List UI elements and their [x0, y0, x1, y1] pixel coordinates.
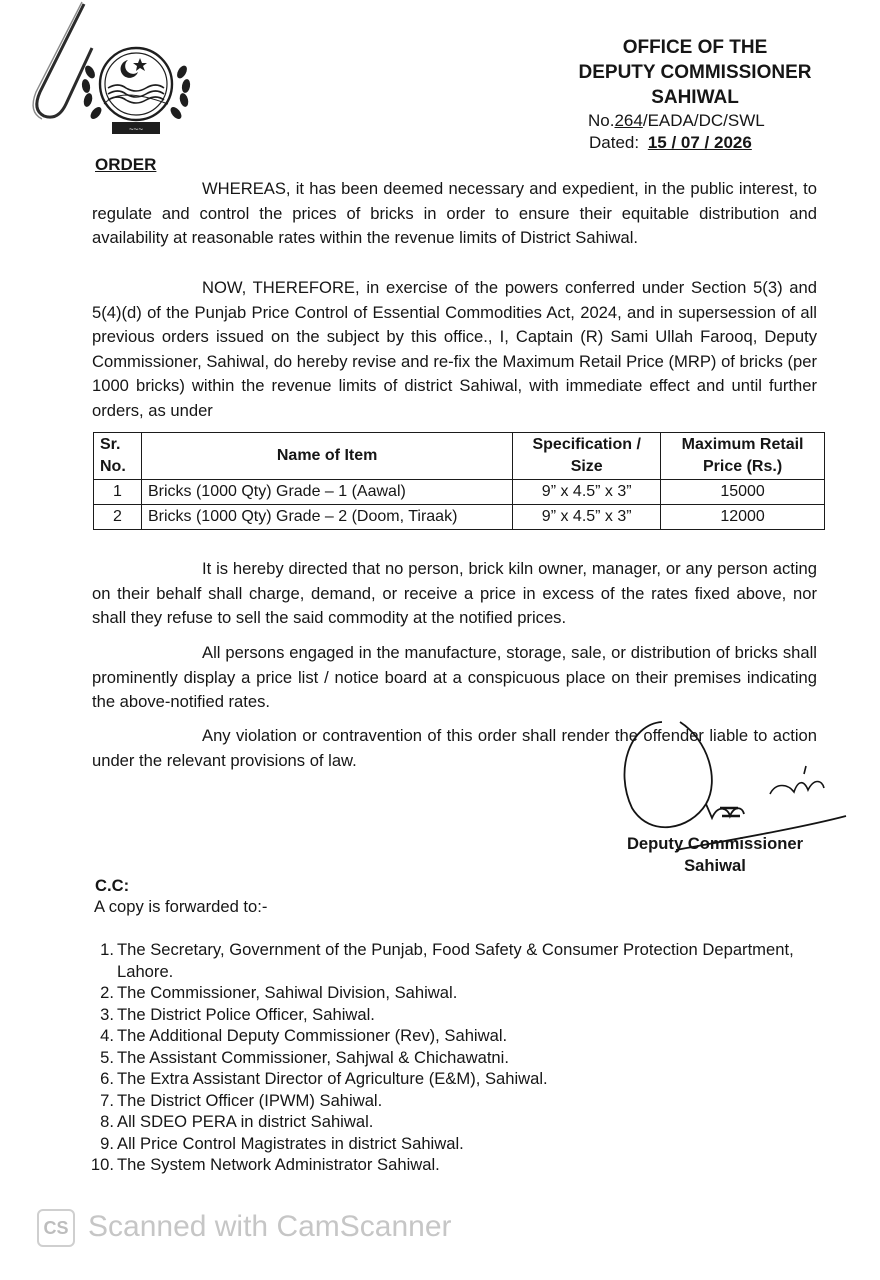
display-paragraph: All persons engaged in the manufacture, storage, sale, or distribution of bricks shall prominently display a price list / notice board at a conspicuous place on their premises indicating the above-notified rates.: [92, 643, 817, 711]
row-price: 15000: [661, 480, 825, 505]
header-sr-no: Sr. No.: [94, 433, 142, 480]
signature-block: [590, 833, 840, 877]
price-table: [93, 432, 825, 530]
office-title: [560, 35, 830, 110]
row-sr: 1: [94, 480, 142, 505]
list-item: 5. The Assistant Commissioner, Sahjwal & Chichawatni.: [100, 1047, 509, 1067]
office-title-line2: DEPUTY COMMISSIONER: [578, 62, 812, 83]
cc-list: [90, 939, 829, 1176]
reference-number: No.264/EADA/DC/SWL: [588, 111, 765, 130]
dated-label: Dated:: [589, 133, 640, 152]
whereas-paragraph: WHEREAS, it has been deemed necessary and expedient, in the public interest, to regulate and control the prices of bricks in order to ensure their equitable distribution and availability at reasonable rates within the revenue limits of District Sahiwal.: [92, 179, 817, 247]
camscanner-logo-icon: CS: [37, 1209, 75, 1247]
dated-line: [589, 132, 752, 153]
signatory-place: Sahiwal: [684, 856, 746, 875]
office-title-line3: SAHIWAL: [651, 87, 739, 108]
cc-forwarded-text: A copy is forwarded to:-: [94, 897, 268, 916]
header-name-of-item: Name of Item: [141, 433, 512, 480]
camscanner-watermark-text: Scanned with CamScanner: [88, 1210, 452, 1243]
order-title: ORDER: [95, 155, 157, 174]
list-item: 2. The Commissioner, Sahiwal Division, Sahiwal.: [100, 983, 458, 1002]
list-item: 3. The District Police Officer, Sahiwal.: [100, 1004, 375, 1024]
row-price: 12000: [661, 505, 825, 530]
now-therefore-paragraph: NOW, THEREFORE, in exercise of the powers conferred under Section 5(3) and 5(4)(d) of the Punjab Price Control of Essential Commodities Act, 2024, and in supersession of all previous orders issued on the subject by this office., I, Captain (R) Sami Ullah Farooq, Deputy Commissioner, Sahiwal, do hereby revise and re-fix the Maximum Retail Price (MRP) of bricks (per 1000 bricks) within the revenue limits of district Sahiwal, with immediate effect and until further orders, as under: [92, 278, 817, 420]
list-item: 10. The System Network Administrator Sahiwal.: [90, 1155, 440, 1174]
signatory-designation: Deputy Commissioner: [626, 834, 804, 853]
row-spec: 9” x 4.5” x 3”: [513, 480, 661, 505]
svg-text:~~~: ~~~: [128, 125, 144, 134]
office-title-line1: OFFICE OF THE: [622, 37, 768, 58]
header-max-retail-price: Maximum Retail Price (Rs.): [661, 433, 825, 480]
table-row: [94, 505, 825, 530]
row-item-name: Bricks (1000 Qty) Grade – 1 (Aawal): [141, 480, 512, 505]
header-specification: Specification / Size: [513, 433, 661, 480]
row-spec: 9” x 4.5” x 3”: [513, 505, 661, 530]
list-item: 6. The Extra Assistant Director of Agriculture (E&M), Sahiwal.: [100, 1069, 548, 1088]
reference-number-value: 264: [614, 111, 643, 130]
list-item: 7. The District Officer (IPWM) Sahiwal.: [100, 1090, 383, 1110]
punjab-emblem-icon: [78, 42, 194, 142]
row-sr: 2: [94, 505, 142, 530]
violation-paragraph: Any violation or contravention of this order shall render the offender liable to action under the relevant provisions of law.: [92, 726, 817, 770]
cc-label: C.C:: [95, 876, 130, 895]
table-header-row: [94, 433, 825, 480]
list-item: 4. The Additional Deputy Commissioner (Rev), Sahiwal.: [100, 1026, 508, 1045]
table-row: [94, 480, 825, 505]
list-item: 8. All SDEO PERA in district Sahiwal.: [100, 1112, 374, 1131]
row-item-name: Bricks (1000 Qty) Grade – 2 (Doom, Tiraak): [141, 505, 512, 530]
list-item: 1. The Secretary, Government of the Punjab, Food Safety & Consumer Protection Department, Lahore.: [100, 940, 794, 981]
dated-value: 15 / 07 / 2026: [647, 133, 752, 152]
directed-paragraph: It is hereby directed that no person, brick kiln owner, manager, or any person acting on their behalf shall charge, demand, or receive a price in excess of the rates fixed above, nor shall they refuse to sell the said commodity at the notified prices.: [92, 559, 817, 627]
list-item: 9. All Price Control Magistrates in district Sahiwal.: [100, 1133, 464, 1153]
